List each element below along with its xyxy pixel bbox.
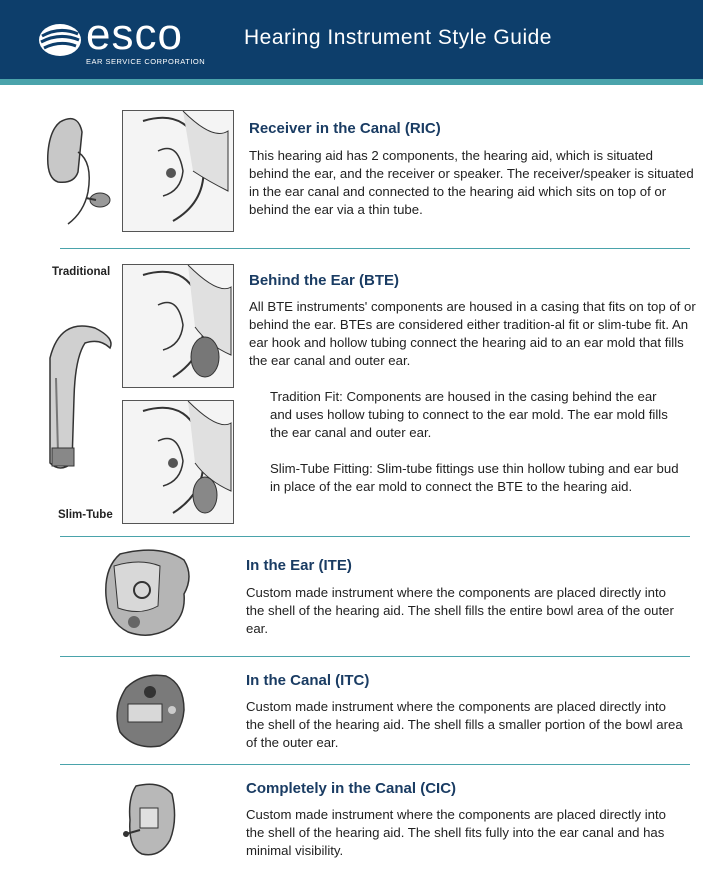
ite-title: In the Ear (ITE)	[246, 557, 352, 574]
cic-title: Completely in the Canal (CIC)	[246, 780, 457, 797]
header-accent-bar	[0, 79, 703, 85]
itc-hearing-aid-illustration	[112, 670, 188, 750]
bte-description: All BTE instruments' components are housed in a casing that fits on top of or behind the ear. BTEs are considered either tradition-al fit or slim-tube fit. An ear hook and hollow tubing connect the hearing aid to an ear mold that fills the ear canal and outer ear.	[249, 299, 696, 368]
section-divider	[60, 248, 690, 249]
section-divider	[60, 536, 690, 537]
ric-hearing-aid-illustration	[38, 112, 118, 230]
section-divider	[60, 764, 690, 765]
bte-title: Behind the Ear (BTE)	[249, 272, 400, 289]
ric-ear-photo	[122, 110, 234, 232]
itc-title: In the Canal (ITC)	[246, 672, 370, 689]
bte-traditional-fit-text: Tradition Fit: Components are housed in the casing behind the ear and uses hollow tubing to connect to the ear mold. The ear mold fills the ear canal and outer ear.	[270, 389, 668, 440]
ric-description: This hearing aid has 2 components, the hearing aid, which is situated behind the ear, and the receiver or speaker. The receiver/speaker is situated in the ear canal and connected to the hearing aid which sits on top of or behind the ear via a thin tube.	[249, 148, 694, 217]
cic-description: Custom made instrument where the components are placed directly into the shell of the hearing aid. The shell fits fully into the ear canal and has minimal visibility.	[246, 807, 667, 858]
slim-tube-label: Slim-Tube	[58, 509, 113, 521]
page-title: Hearing Instrument Style Guide	[244, 26, 552, 49]
page-header	[0, 0, 703, 79]
ite-hearing-aid-illustration	[100, 546, 196, 642]
cic-hearing-aid-illustration	[120, 780, 180, 860]
ric-title: Receiver in the Canal (RIC)	[249, 120, 441, 137]
esco-logo-icon	[38, 22, 82, 58]
logo-wordmark: esco	[86, 10, 183, 59]
ite-description: Custom made instrument where the components are placed directly into the shell of the hearing aid. The shell fills the entire bowl area of the outer ear.	[246, 585, 674, 636]
bte-traditional-ear-photo	[122, 264, 234, 388]
bte-hearing-aid-illustration	[40, 318, 120, 473]
traditional-label: Traditional	[52, 266, 111, 278]
bte-slim-tube-ear-photo	[122, 400, 234, 524]
bte-slim-tube-fit-text: Slim-Tube Fitting: Slim-tube fittings use thin hollow tubing and ear bud in place of the ear mold to connect the BTE to the hearing aid.	[270, 461, 679, 494]
itc-description: Custom made instrument where the components are placed directly into the shell of the hearing aid. The shell fills a smaller portion of the bowl area of the outer ear.	[246, 699, 683, 750]
logo-subtitle: EAR SERVICE CORPORATION	[86, 57, 206, 66]
section-divider	[60, 656, 690, 657]
